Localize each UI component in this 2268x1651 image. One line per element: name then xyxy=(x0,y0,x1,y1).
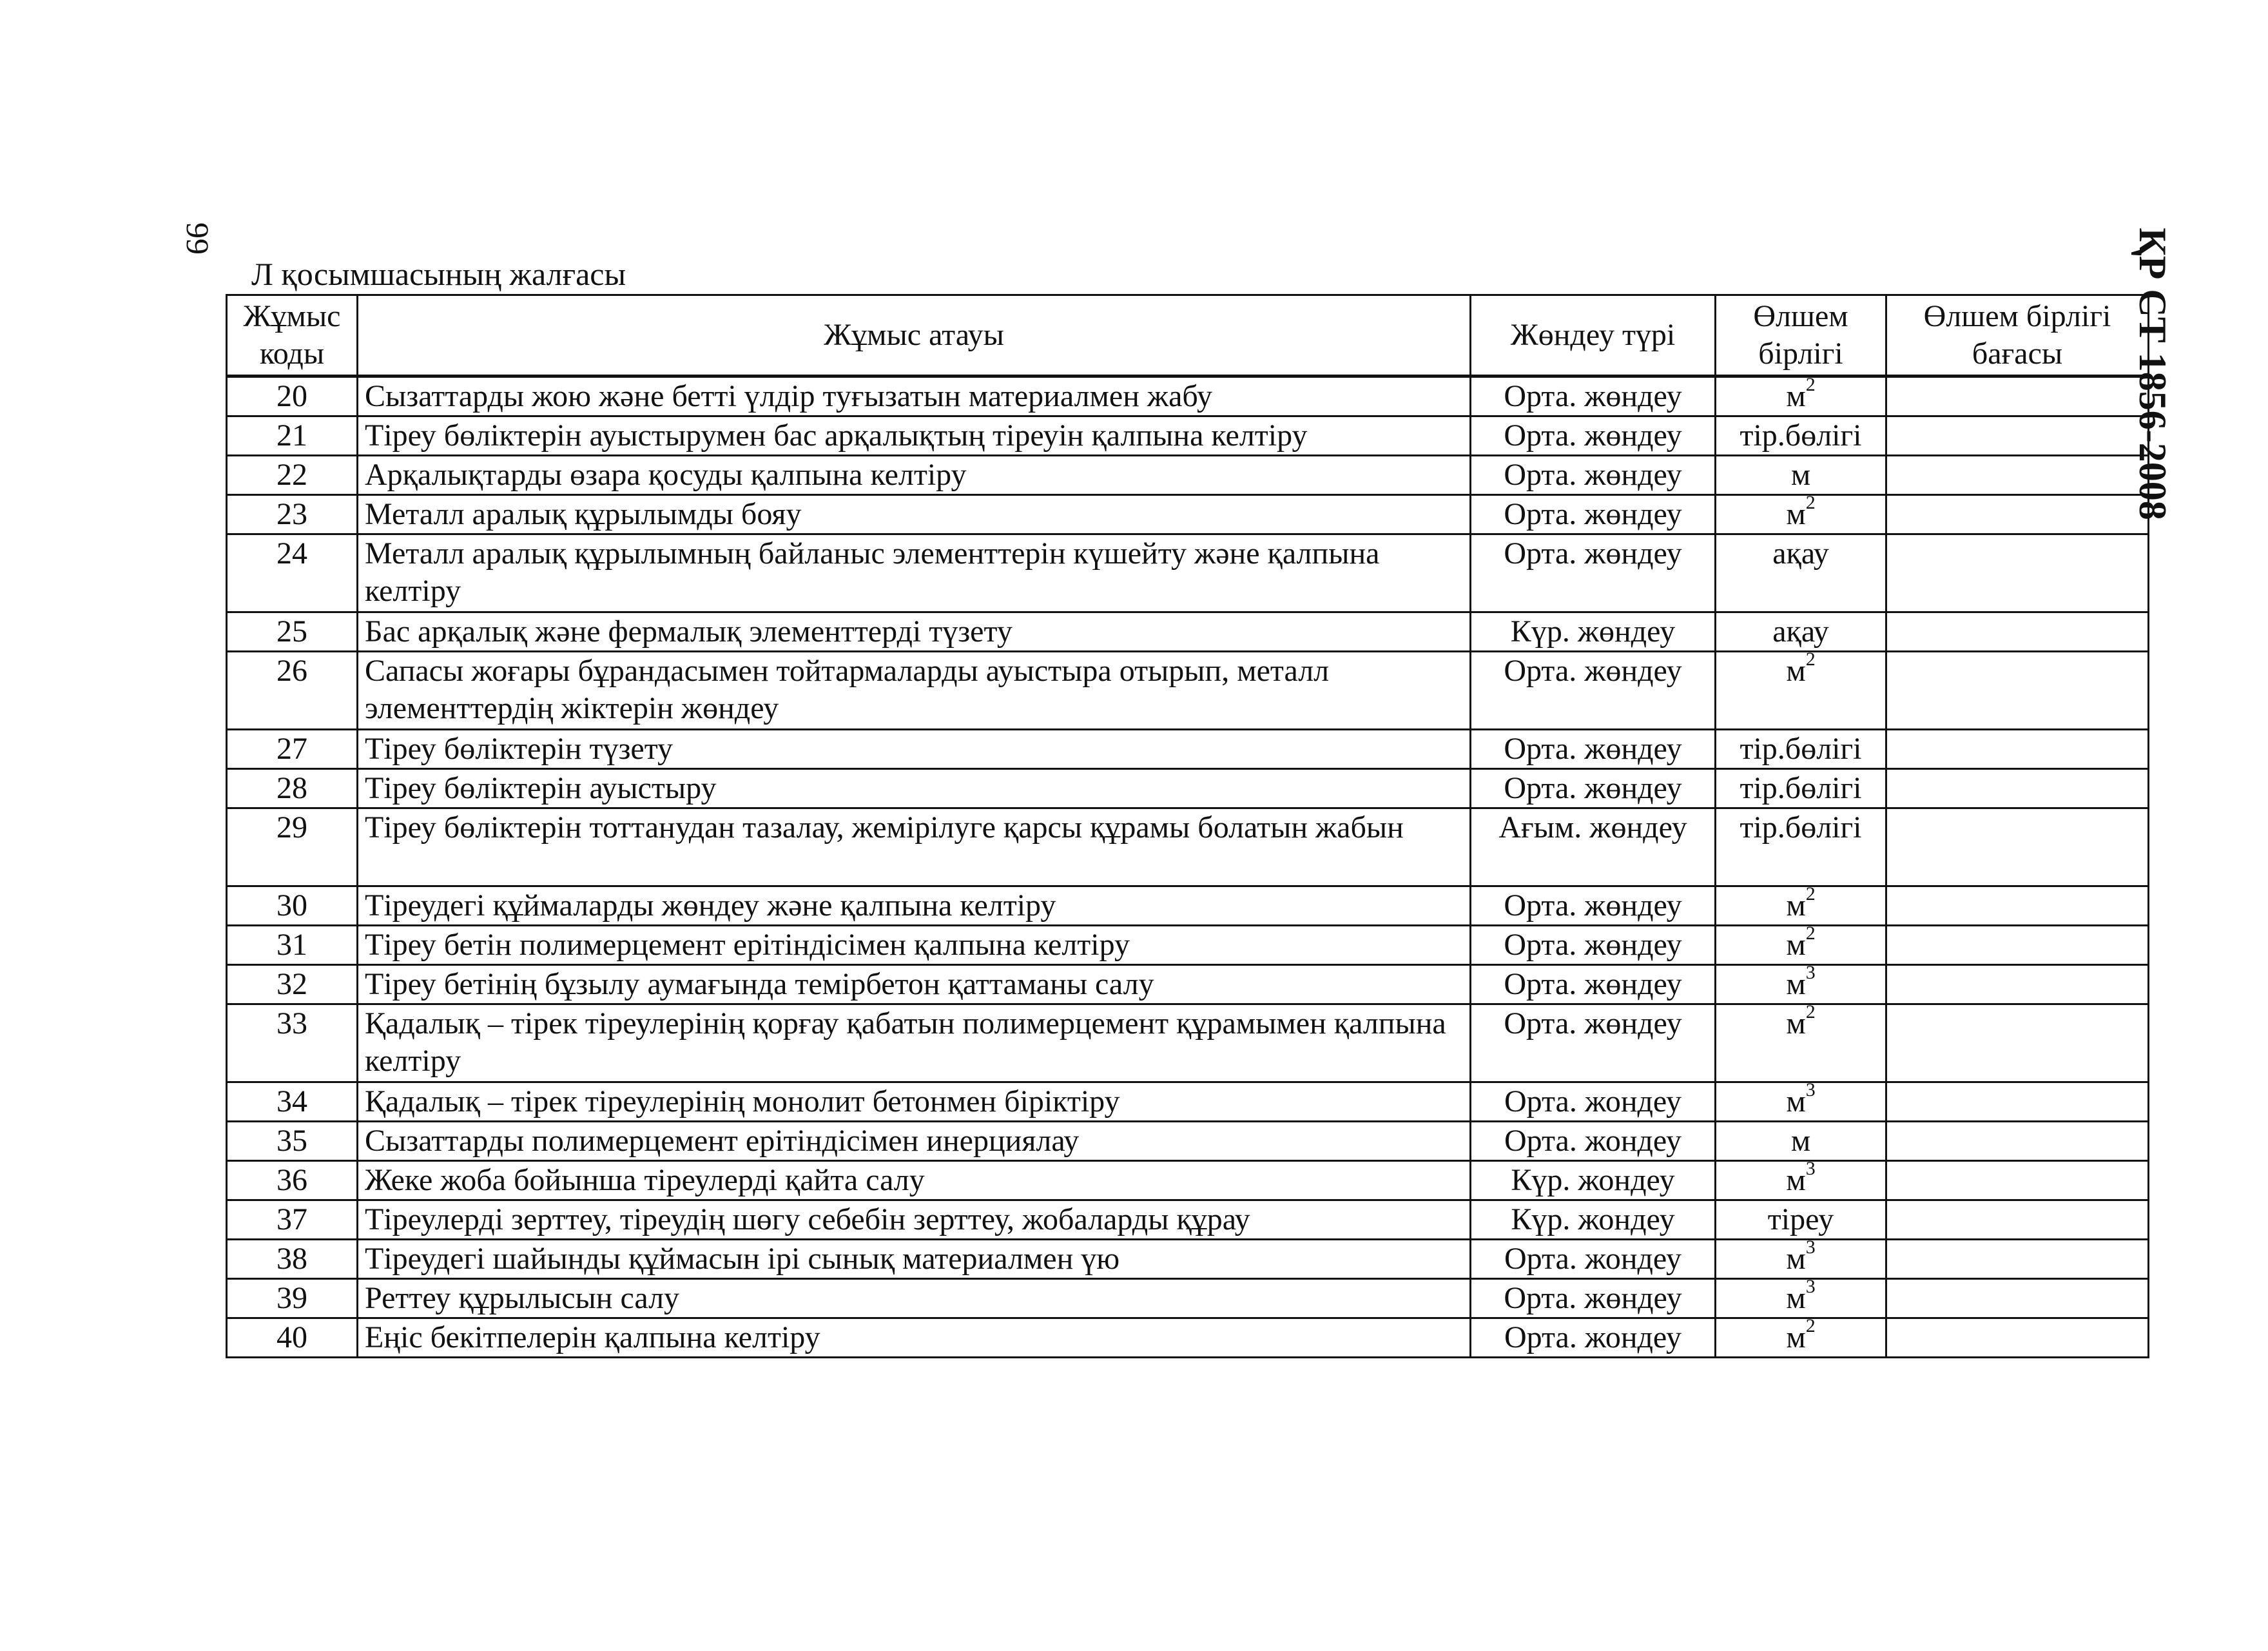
unit-exponent: 2 xyxy=(1805,886,1816,904)
unit-exponent: 3 xyxy=(1805,1082,1816,1100)
work-name-cell: Тіреу бөліктерін ауыстырумен бас арқалықтың тіреуін қалпына келтіру xyxy=(358,416,1471,456)
table-row xyxy=(227,1122,2149,1161)
work-name-cell: Жеке жоба бойынша тіреулерді қайта салу xyxy=(358,1161,1471,1200)
table-row xyxy=(227,1200,2149,1240)
unit-cell xyxy=(1716,1200,1886,1240)
unit-text: м xyxy=(1786,1084,1806,1119)
unit-cell xyxy=(1716,1082,1886,1122)
work-name-cell: Реттеу құрылысын салу xyxy=(358,1279,1471,1318)
table-row xyxy=(227,730,2149,769)
work-name-cell: Тіреу бетінің бұзылу аумағында темірбетон қаттаманы салу xyxy=(358,965,1471,1004)
unit-text: м xyxy=(1786,1163,1806,1197)
table-row xyxy=(227,534,2149,612)
unit-cell xyxy=(1716,1161,1886,1200)
work-code-cell: 26 xyxy=(227,652,358,730)
repair-type-cell: Күр. жондеу xyxy=(1471,1161,1716,1200)
work-name-cell: Сызаттарды жою және бетті үлдір туғызатын материалмен жабу xyxy=(358,376,1471,416)
work-code-cell: 21 xyxy=(227,416,358,456)
table-row xyxy=(227,769,2149,808)
work-code-cell: 28 xyxy=(227,769,358,808)
table-caption: Л қосымшасының жалғасы xyxy=(251,256,626,292)
unit-text: м xyxy=(1786,967,1806,1001)
unit-exponent: 3 xyxy=(1805,1160,1816,1179)
column-header-repair-type: Жөндеу түрі xyxy=(1471,295,1716,376)
unit-text: тір.бөлігі xyxy=(1740,418,1862,453)
repair-type-cell: Орта. жөндеу xyxy=(1471,652,1716,730)
table-body xyxy=(227,376,2149,1358)
work-name-cell: Сапасы жоғары бұрандасымен тойтармаларды ауыстыра отырып, металл элементтердің жіктерін жөндеу xyxy=(358,652,1471,730)
unit-exponent: 2 xyxy=(1805,376,1816,395)
work-code-cell: 34 xyxy=(227,1082,358,1122)
work-code-cell: 20 xyxy=(227,376,358,416)
unit-price-cell xyxy=(1886,1279,2149,1318)
repair-type-cell: Орта. жөндеу xyxy=(1471,886,1716,926)
unit-price-cell xyxy=(1886,1004,2149,1082)
work-code-cell: 36 xyxy=(227,1161,358,1200)
unit-price-cell xyxy=(1886,495,2149,534)
unit-cell xyxy=(1716,376,1886,416)
unit-text: м xyxy=(1786,1320,1806,1354)
work-name-cell: Тіреу бөліктерін тоттанудан тазалау, жемірілуге қарсы құрамы болатын жабын xyxy=(358,808,1471,886)
unit-text: ақау xyxy=(1772,614,1829,649)
repair-type-cell: Орта. жөндеу xyxy=(1471,534,1716,612)
table-row xyxy=(227,886,2149,926)
work-name-cell: Сызаттарды полимерцемент ерітіндісімен инерциялау xyxy=(358,1122,1471,1161)
work-code-cell: 22 xyxy=(227,456,358,495)
work-name-cell: Қадалық – тірек тіреулерінің монолит бетонмен біріктіру xyxy=(358,1082,1471,1122)
unit-text: м xyxy=(1790,1124,1811,1158)
work-name-cell: Тіреудегі шайынды құймасын ірі сынық материалмен үю xyxy=(358,1240,1471,1279)
table-row xyxy=(227,376,2149,416)
work-code-cell: 31 xyxy=(227,926,358,965)
table-row xyxy=(227,1082,2149,1122)
unit-price-cell xyxy=(1886,965,2149,1004)
repair-type-cell: Орта. жондеу xyxy=(1471,1082,1716,1122)
work-code-cell: 39 xyxy=(227,1279,358,1318)
unit-exponent: 3 xyxy=(1805,1278,1816,1297)
table-row xyxy=(227,612,2149,652)
unit-cell xyxy=(1716,808,1886,886)
table-row xyxy=(227,926,2149,965)
work-code-cell: 27 xyxy=(227,730,358,769)
unit-price-cell xyxy=(1886,534,2149,612)
unit-exponent: 2 xyxy=(1805,1318,1816,1336)
unit-cell xyxy=(1716,534,1886,612)
work-code-cell: 25 xyxy=(227,612,358,652)
unit-text: ақау xyxy=(1772,536,1829,571)
unit-price-cell xyxy=(1886,652,2149,730)
repair-type-cell: Орта. жондеу xyxy=(1471,1318,1716,1358)
unit-price-cell xyxy=(1886,926,2149,965)
work-code-cell: 24 xyxy=(227,534,358,612)
unit-price-cell xyxy=(1886,1161,2149,1200)
unit-cell xyxy=(1716,965,1886,1004)
unit-cell xyxy=(1716,416,1886,456)
repair-type-cell: Орта. жөндеу xyxy=(1471,456,1716,495)
work-name-cell: Тіреулерді зерттеу, тіреудің шөгу себебін зерттеу, жобаларды құрау xyxy=(358,1200,1471,1240)
work-name-cell: Бас арқалық және фермалық элементтерді түзету xyxy=(358,612,1471,652)
unit-exponent: 2 xyxy=(1805,651,1816,670)
unit-text: м xyxy=(1786,1006,1806,1040)
column-header-unit-price: Өлшем бірлігі бағасы xyxy=(1886,295,2149,376)
repair-type-cell: Орта. жондеу xyxy=(1471,1240,1716,1279)
unit-cell xyxy=(1716,495,1886,534)
repair-type-cell: Орта. жөндеу xyxy=(1471,1279,1716,1318)
column-header-name: Жұмыс атауы xyxy=(358,295,1471,376)
work-code-cell: 32 xyxy=(227,965,358,1004)
table-header-row xyxy=(227,295,2149,376)
table-row xyxy=(227,1004,2149,1082)
unit-price-cell xyxy=(1886,612,2149,652)
work-name-cell: Металл аралық құрылымның байланыс элементтерін күшейту және қалпына келтіру xyxy=(358,534,1471,612)
table-row xyxy=(227,495,2149,534)
work-name-cell: Тіреу бөліктерін түзету xyxy=(358,730,1471,769)
unit-price-cell xyxy=(1886,886,2149,926)
repair-type-cell: Орта. жөндеу xyxy=(1471,965,1716,1004)
table-row xyxy=(227,808,2149,886)
unit-exponent: 2 xyxy=(1805,925,1816,944)
repair-type-cell: Орта. жөндеу xyxy=(1471,769,1716,808)
unit-cell xyxy=(1716,769,1886,808)
unit-cell xyxy=(1716,456,1886,495)
repair-type-cell: Орта. жөндеу xyxy=(1471,376,1716,416)
work-code-cell: 38 xyxy=(227,1240,358,1279)
unit-price-cell xyxy=(1886,376,2149,416)
table-row xyxy=(227,416,2149,456)
work-code-cell: 35 xyxy=(227,1122,358,1161)
unit-price-cell xyxy=(1886,1122,2149,1161)
repair-type-cell: Орта. жөндеу xyxy=(1471,1004,1716,1082)
unit-cell xyxy=(1716,730,1886,769)
work-code-cell: 29 xyxy=(227,808,358,886)
unit-price-cell xyxy=(1886,456,2149,495)
work-name-cell: Еңіс бекітпелерін қалпына келтіру xyxy=(358,1318,1471,1358)
work-code-cell: 37 xyxy=(227,1200,358,1240)
unit-text: м xyxy=(1786,1242,1806,1276)
repair-type-cell: Орта. жөндеу xyxy=(1471,926,1716,965)
unit-price-cell xyxy=(1886,416,2149,456)
unit-text: тір.бөлігі xyxy=(1740,771,1862,805)
repair-type-cell: Орта. жөндеу xyxy=(1471,416,1716,456)
table-row xyxy=(227,1279,2149,1318)
unit-text: м xyxy=(1786,1281,1806,1315)
repair-type-cell: Күр. жондеу xyxy=(1471,1200,1716,1240)
work-code-cell: 23 xyxy=(227,495,358,534)
unit-text: м xyxy=(1786,928,1806,962)
column-header-unit: Өлшем бірлігі xyxy=(1716,295,1886,376)
work-name-cell: Қадалық – тірек тіреулерінің қорғау қабатын полимерцемент құрамымен қалпына келтіру xyxy=(358,1004,1471,1082)
column-header-code: Жұмыс коды xyxy=(227,295,358,376)
unit-cell xyxy=(1716,926,1886,965)
unit-cell xyxy=(1716,886,1886,926)
unit-exponent: 3 xyxy=(1805,964,1816,983)
unit-text: м xyxy=(1786,379,1806,413)
unit-price-cell xyxy=(1886,769,2149,808)
works-table xyxy=(226,294,2149,1358)
table-row xyxy=(227,1318,2149,1358)
work-code-cell: 30 xyxy=(227,886,358,926)
unit-cell xyxy=(1716,1318,1886,1358)
unit-cell xyxy=(1716,1122,1886,1161)
repair-type-cell: Күр. жөндеу xyxy=(1471,612,1716,652)
work-name-cell: Тіреудегі құймаларды жөндеу және қалпына келтіру xyxy=(358,886,1471,926)
work-code-cell: 33 xyxy=(227,1004,358,1082)
unit-exponent: 2 xyxy=(1805,1004,1816,1022)
unit-text: м xyxy=(1786,888,1806,923)
table-row xyxy=(227,652,2149,730)
repair-type-cell: Орта. жөндеу xyxy=(1471,730,1716,769)
repair-type-cell: Ағым. жөндеу xyxy=(1471,808,1716,886)
unit-text: тір.бөлігі xyxy=(1740,732,1862,766)
unit-price-cell xyxy=(1886,808,2149,886)
unit-text: тіреу xyxy=(1767,1202,1834,1236)
standard-code: ҚР СТ 1856-2008 xyxy=(2131,228,2174,520)
repair-type-cell: Орта. жөндеу xyxy=(1471,495,1716,534)
unit-price-cell xyxy=(1886,730,2149,769)
unit-text: тір.бөлігі xyxy=(1740,810,1862,845)
unit-exponent: 3 xyxy=(1805,1239,1816,1258)
unit-cell xyxy=(1716,612,1886,652)
table-row xyxy=(227,1240,2149,1279)
work-name-cell: Тіреу бетін полимерцемент ерітіндісімен қалпына келтіру xyxy=(358,926,1471,965)
unit-text: м xyxy=(1786,497,1806,531)
table-row xyxy=(227,965,2149,1004)
work-name-cell: Тіреу бөліктерін ауыстыру xyxy=(358,769,1471,808)
work-name-cell: Металл аралық құрылымды бояу xyxy=(358,495,1471,534)
unit-text: м xyxy=(1790,458,1811,492)
table-row xyxy=(227,1161,2149,1200)
unit-cell xyxy=(1716,652,1886,730)
unit-exponent: 2 xyxy=(1805,494,1816,513)
work-name-cell: Арқалықтарды өзара қосуды қалпына келтіру xyxy=(358,456,1471,495)
unit-price-cell xyxy=(1886,1318,2149,1358)
repair-type-cell: Орта. жондеу xyxy=(1471,1122,1716,1161)
unit-text: м xyxy=(1786,654,1806,688)
unit-price-cell xyxy=(1886,1200,2149,1240)
unit-cell xyxy=(1716,1279,1886,1318)
table-row xyxy=(227,456,2149,495)
unit-cell xyxy=(1716,1240,1886,1279)
page-number: 99 xyxy=(180,222,216,255)
work-code-cell: 40 xyxy=(227,1318,358,1358)
unit-cell xyxy=(1716,1004,1886,1082)
unit-price-cell xyxy=(1886,1240,2149,1279)
unit-price-cell xyxy=(1886,1082,2149,1122)
